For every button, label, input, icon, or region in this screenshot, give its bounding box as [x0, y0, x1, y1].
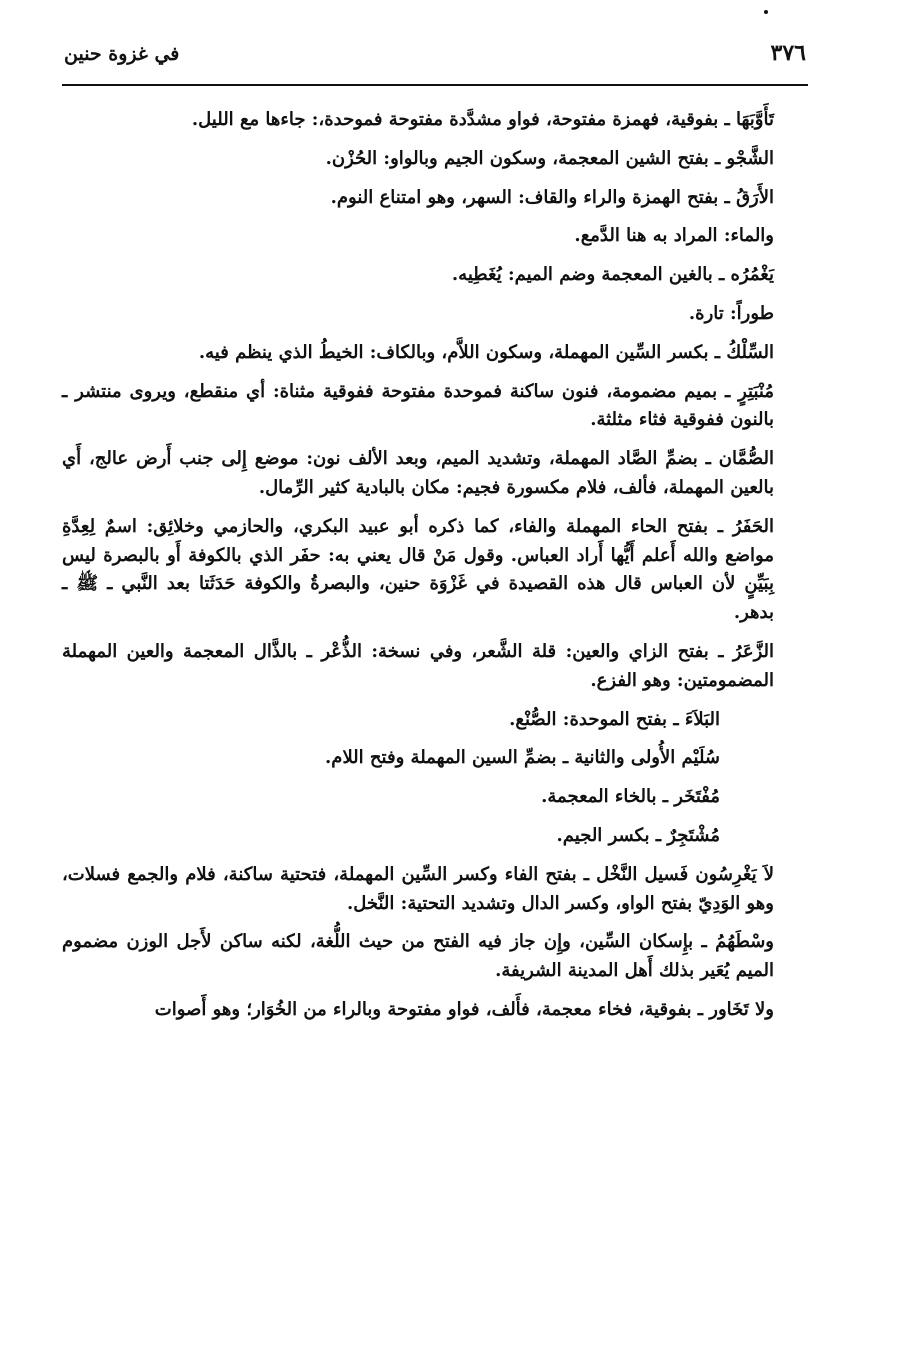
gloss-paragraph: الأَرَقُ ـ بفتح الهمزة والراء والقاف: السهر، وهو امتناع النوم. — [330, 186, 774, 208]
running-title: في غزوة حنين — [64, 43, 180, 65]
page-body — [62, 86, 808, 1025]
gloss-paragraph: والماء: المراد به هنا الدَّمع. — [574, 225, 774, 247]
gloss-paragraph: البَلاَءَ ـ بفتح الموحدة: الصُّنْع. — [509, 708, 720, 730]
page-header — [62, 40, 808, 86]
document-page — [62, 40, 808, 1025]
gloss-paragraph: لاَ يَغْرِسُون فَسيل النَّخْل ـ بفتح الفاء وكسر السِّين المهملة، فتحتية ساكنة، فلام والجمع فسلات، وهو الوَدِيّ بفتح الواو، وكسر الدال وتشديد التحتية: النَّخل. — [62, 863, 774, 914]
page-mark — [764, 10, 768, 14]
gloss-paragraph: السِّلْكُ ـ بكسر السِّين المهملة، وسكون اللاَّم، وبالكاف: الخيطُ الذي ينظم فيه. — [198, 341, 774, 363]
gloss-paragraph: ولا تَخَاور ـ بفوقية، فخاء معجمة، فأَلف، فواو مفتوحة وبالراء من الخُوَار؛ وهو أَصوات — [154, 998, 774, 1020]
gloss-paragraph: تَأَوَّبَهَا ـ بفوقية، فهمزة مفتوحة، فواو مشدَّدة مفتوحة فموحدة،: جاءها مع الليل. — [191, 109, 774, 130]
gloss-paragraph: يَغْمُرُه ـ بالغين المعجمة وضم الميم: يُغَطِيه. — [451, 264, 774, 286]
gloss-paragraph: الحَفَرُ ـ بفتح الحاء المهملة والفاء، كما ذكره أبو عبيد البكري، والحازمي وخلائِق: اسمٌ لِعِدَّةِ مواضع والله أَعلم أَيُّها أَراد العباس. وقول مَنْ قال يعني به: حفَر الذي بالكوفة أَو بالبصرة ليس بِبَيِّنٍ لأن العباس قال هذه القصيدة في غَزْوَة حنين، والبصرةُ والكوفة حَدَثَتا بعد النَّبي ـ ﷺ ـ بدهر. — [62, 515, 774, 624]
gloss-paragraph: الصُّمَّان ـ بضمِّ الصَّاد المهملة، وتشديد الميم، وبعد الألف نون: موضع إِلى جنب أَرض عالج، أَي بالعين المهملة، فألف، فلام مكسورة فجيم: مكان بالبادية كثير الرِّمال. — [62, 448, 774, 498]
gloss-paragraph: مُفْتَخَر ـ بالخاء المعجمة. — [541, 786, 720, 808]
gloss-paragraph: سُلَيْم الأُولى والثانية ـ بضمِّ السين المهملة وفتح اللام. — [325, 747, 720, 769]
gloss-paragraph: طوراً: تارة. — [688, 302, 774, 324]
gloss-paragraph: مُشْتَجِرٌ ـ بكسر الجيم. — [556, 824, 720, 846]
page-number: ٣٧٦ — [770, 40, 806, 66]
gloss-paragraph: وسْطَهُمُ ـ بإِسكان السِّين، وإِن جاز فيه الفتح من حيث اللُّغة، لكنه ساكن لأَجل الوزن مضموم الميم يُعَير بذلك أَهل المدينة الشريفة. — [62, 931, 774, 982]
gloss-paragraph: الزَّعَرُ ـ بفتح الزاي والعين: قلة الشَّعر، وفي نسخة: الذُّعْر ـ بالذَّال المعجمة والعين المهملة المضمومتين: وهو الفزع. — [62, 640, 774, 691]
gloss-paragraph: مُنْبَتِرٍ ـ بميم مضمومة، فنون ساكنة فموحدة مفتوحة ففوقية مثناة: أي منقطع، ويروى منتشر ـ بالنون ففوقية فثاء مثلثة. — [62, 380, 774, 431]
gloss-paragraph: الشَّجْو ـ بفتح الشين المعجمة، وسكون الجيم وبالواو: الحُزْن. — [325, 147, 774, 169]
